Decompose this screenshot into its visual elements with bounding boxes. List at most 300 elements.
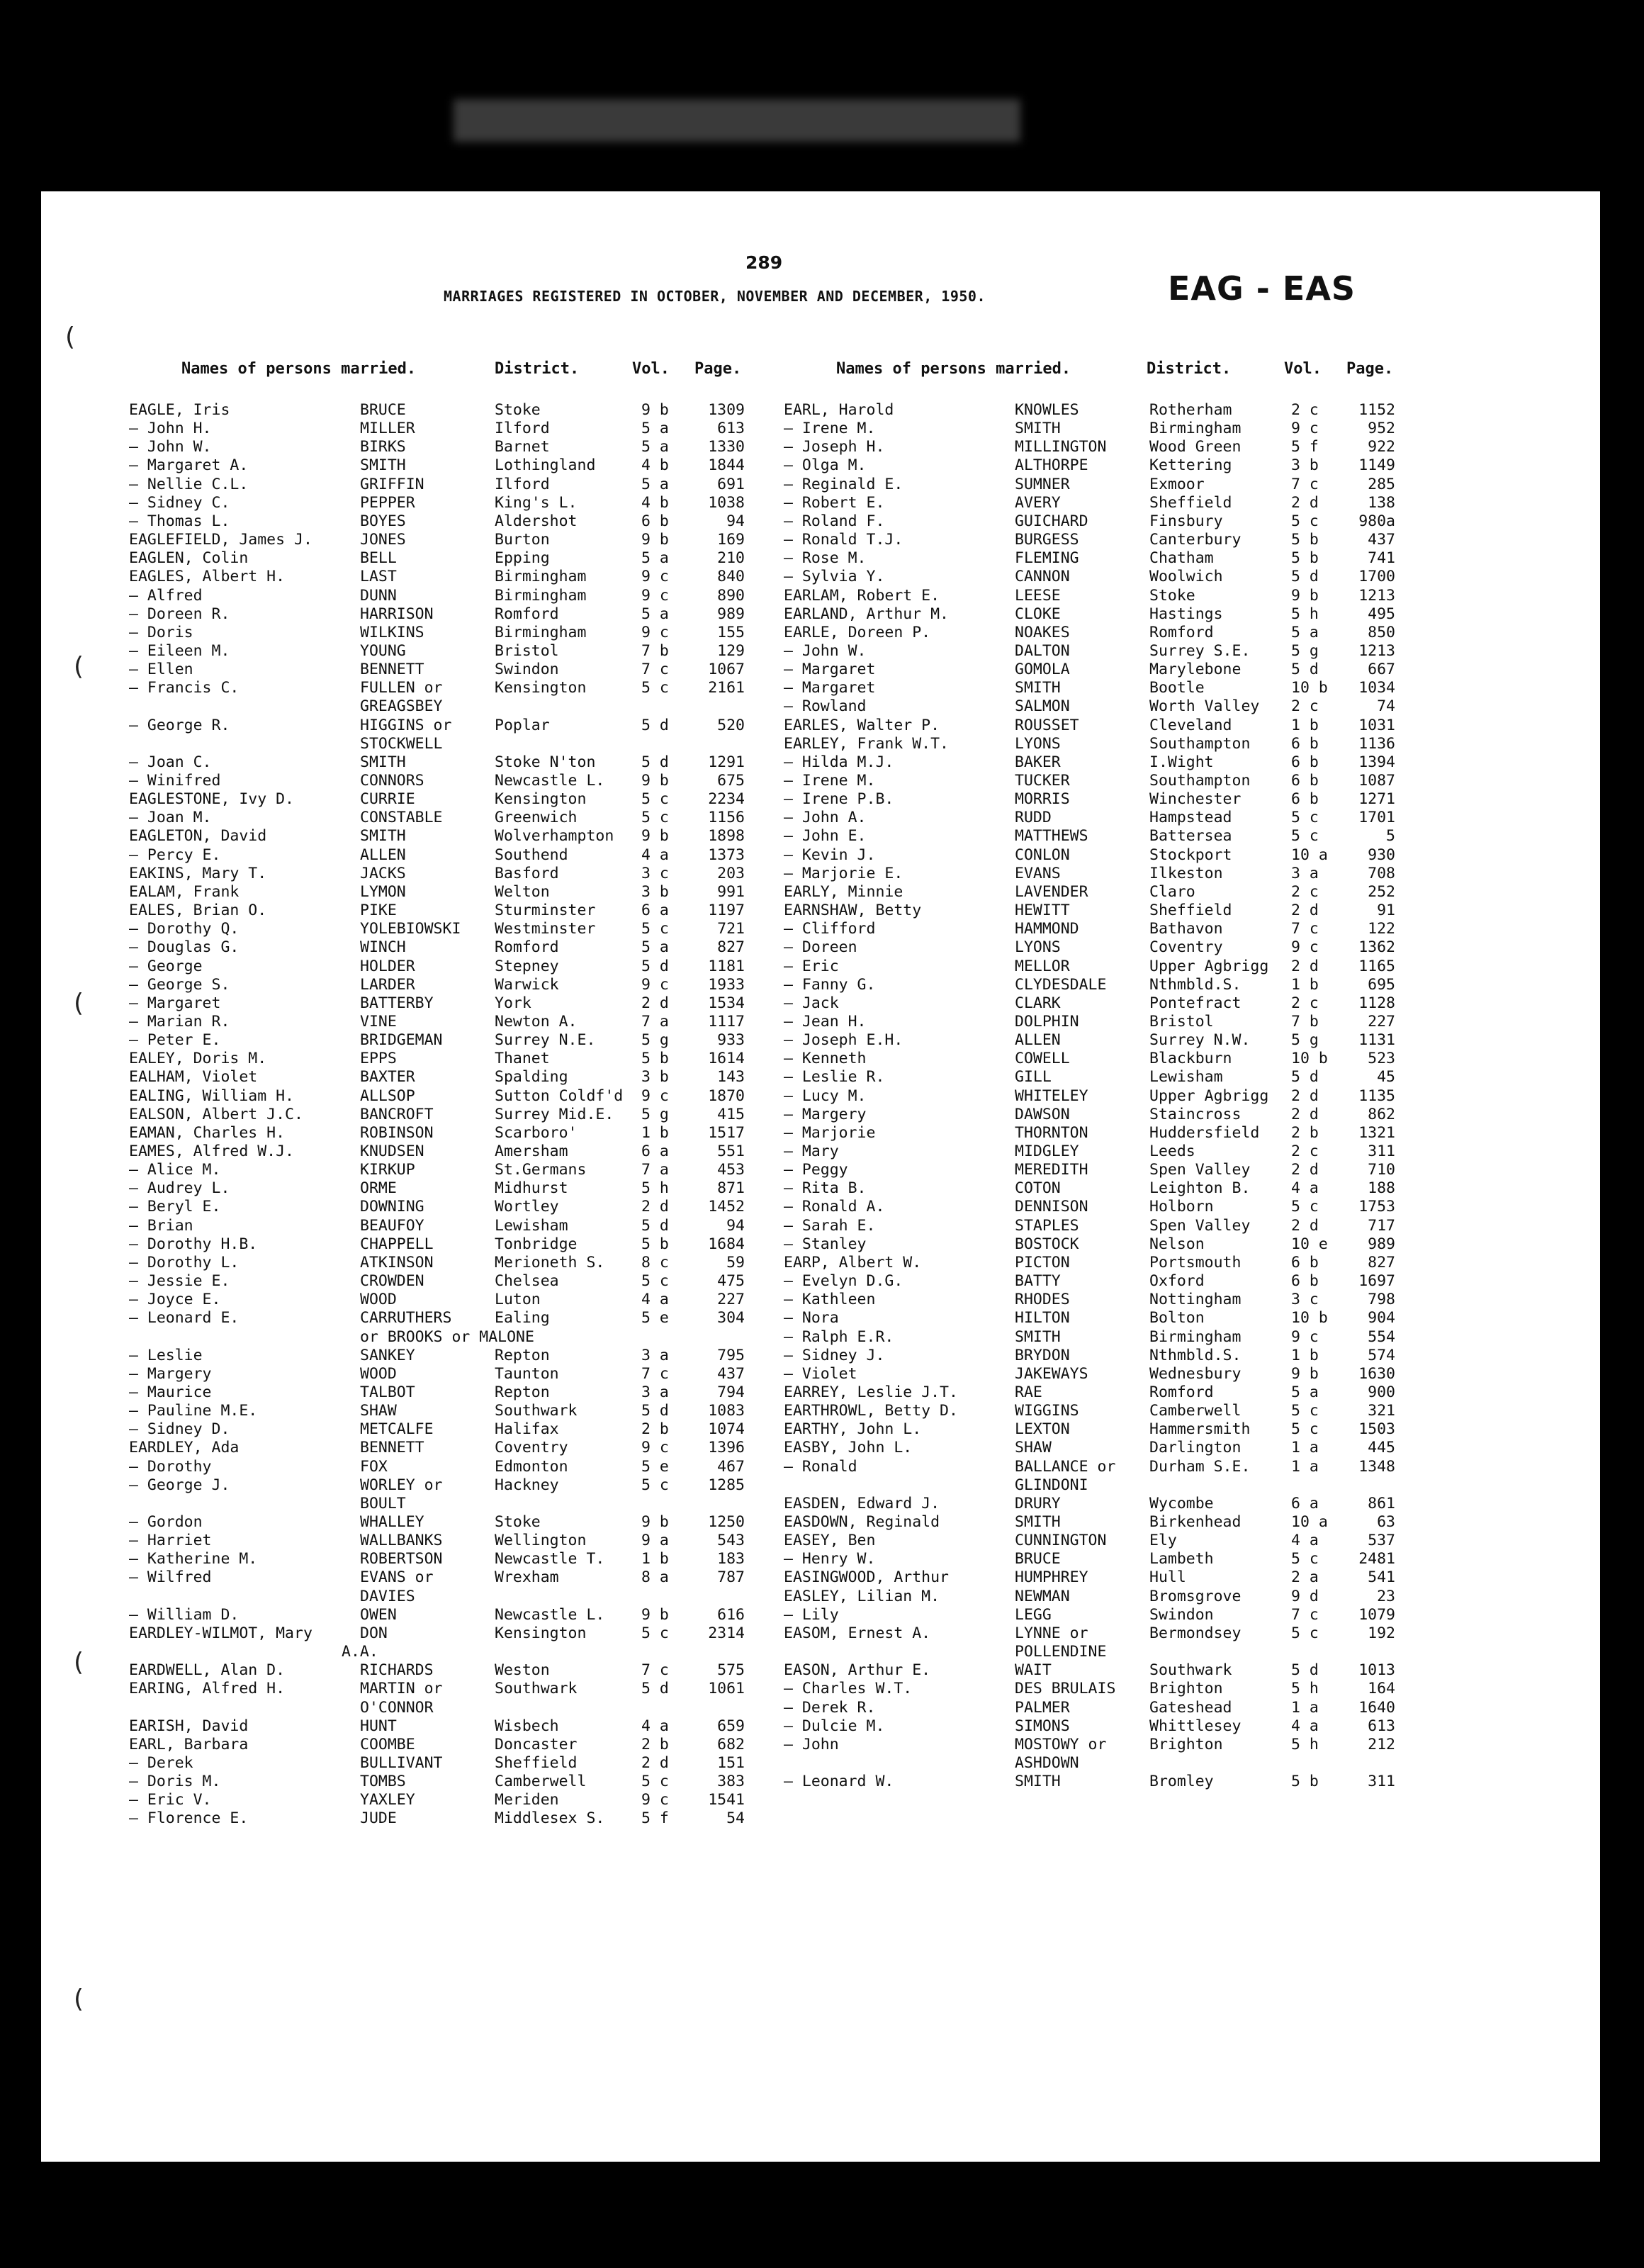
volume: 4 a [641, 1717, 669, 1735]
page-reference: 437 [717, 1364, 745, 1383]
page-reference: 1038 [708, 493, 745, 512]
page-reference: 415 [717, 1105, 745, 1123]
volume: 10 a [1291, 846, 1328, 864]
district: Ilford [495, 420, 550, 438]
page-reference: 2314 [708, 1624, 745, 1642]
district: Romford [495, 605, 559, 623]
spouse-surname: DOWNING [360, 1198, 424, 1216]
spouse-surname: METCALFE [360, 1420, 434, 1439]
person-name: — Rowland [784, 697, 867, 716]
person-name: — Sylvia Y. [784, 568, 885, 586]
spouse-surname: WOOD [360, 1364, 397, 1383]
spouse-surname: HEWITT [1015, 902, 1070, 920]
page-reference: 59 [726, 1253, 745, 1271]
page-reference: 1083 [708, 1402, 745, 1420]
person-name: — Ronald T.J. [784, 531, 903, 549]
page-reference: 1844 [708, 456, 745, 475]
person-name: — John E. [784, 827, 867, 846]
spouse-surname: LYNNE or [1015, 1624, 1088, 1642]
spouse-surname: MIDGLEY [1015, 1143, 1079, 1160]
punch-hole-mark: ( [74, 1648, 84, 1677]
district: Surrey N.W. [1149, 1031, 1251, 1050]
person-name: — Dorothy [129, 1457, 212, 1476]
person-name: — Ronald [784, 1457, 857, 1476]
district: Romford [1149, 623, 1214, 641]
volume: 5 c [641, 1624, 669, 1642]
page-reference: 1362 [1358, 938, 1395, 957]
person-name: EARL, Harold [784, 401, 894, 419]
spouse-surname: MARTIN or [360, 1680, 443, 1698]
person-name: — Margaret A. [129, 456, 249, 475]
spouse-surname: BATTY [1015, 1272, 1061, 1291]
district: Stoke [495, 1513, 541, 1531]
page-reference: 710 [1368, 1161, 1395, 1179]
district: King's L. [495, 493, 578, 512]
volume: 2 c [1291, 882, 1319, 901]
district: Nottingham [1149, 1291, 1242, 1309]
district: Brighton [1149, 1735, 1223, 1753]
volume: 5 c [641, 1773, 669, 1791]
spouse-surname: PIKE [360, 902, 397, 920]
person-name: — Kathleen [784, 1291, 876, 1309]
district: Burton [495, 531, 550, 549]
page-reference: 311 [1368, 1773, 1395, 1791]
page-reference: 183 [717, 1550, 745, 1568]
person-name: EARLAND, Arthur M. [784, 605, 949, 623]
volume: 5 b [1291, 1773, 1319, 1791]
spouse-surname: RICHARDS [360, 1661, 434, 1680]
page-reference: 795 [717, 1346, 745, 1364]
volume: 9 a [641, 1532, 669, 1550]
district: Lewisham [1149, 1068, 1223, 1087]
person-name: — Audrey L. [129, 1179, 230, 1198]
spouse-surname: SUMNER [1015, 475, 1070, 493]
district: Barnet [495, 438, 550, 456]
page-reference: 1373 [708, 846, 745, 864]
volume: 9 b [641, 401, 669, 419]
volume: 5 d [641, 1216, 669, 1235]
district: Meriden [495, 1791, 559, 1809]
volume: 5 c [1291, 512, 1319, 530]
district: Leighton B. [1149, 1179, 1251, 1198]
spouse-surname: LEESE [1015, 586, 1061, 605]
volume: 3 a [641, 1383, 669, 1401]
page-reference: 311 [1368, 1143, 1395, 1160]
spouse-surname: ROUSSET [1015, 716, 1079, 734]
person-name: — Margery [129, 1364, 212, 1383]
district: Stoke N'ton [495, 753, 596, 771]
person-name: — Alfred [129, 586, 203, 605]
page-reference: 794 [717, 1383, 745, 1401]
spouse-surname: HOLDER [360, 957, 415, 975]
spouse-surname: ALTHORPE [1015, 456, 1088, 475]
district: Ealing [495, 1309, 550, 1327]
spouse-surname: SHAW [1015, 1439, 1052, 1457]
page-reference: 1135 [1358, 1087, 1395, 1105]
volume: 5 c [1291, 1420, 1319, 1439]
district: Doncaster [495, 1735, 578, 1753]
spouse-surname: LYONS [1015, 938, 1061, 957]
page-reference: 554 [1368, 1327, 1395, 1346]
spouse-surname: DRURY [1015, 1494, 1061, 1512]
volume: 4 b [641, 493, 669, 512]
volume: 5 d [641, 716, 669, 734]
page-reference: 151 [717, 1753, 745, 1772]
person-name: EARL, Barbara [129, 1735, 249, 1753]
page-reference: 890 [717, 586, 745, 605]
spouse-surname: GOMOLA [1015, 661, 1070, 679]
volume: 5 d [1291, 661, 1319, 679]
spouse-surname: LEGG [1015, 1605, 1052, 1624]
district: Edmonton [495, 1457, 568, 1476]
spouse-surname: FULLEN or [360, 679, 443, 697]
spouse-surname: SALMON [1015, 697, 1070, 716]
person-name: — Kevin J. [784, 846, 876, 864]
volume: 6 b [641, 512, 669, 530]
person-name: — Charles W.T. [784, 1680, 913, 1698]
volume: 1 a [1291, 1698, 1319, 1717]
page-reference: 1061 [708, 1680, 745, 1698]
spouse-surname: MOSTOWY or [1015, 1735, 1107, 1753]
district: Welton [495, 882, 550, 901]
page-reference: 122 [1368, 920, 1395, 938]
person-name: EALING, William H. [129, 1087, 294, 1105]
person-name: — Marjorie E. [784, 864, 903, 882]
volume: 7 c [641, 661, 669, 679]
volume: 5 f [1291, 438, 1319, 456]
volume: 5 c [641, 920, 669, 938]
volume: 2 d [641, 1753, 669, 1772]
spouse-surname: CUNNINGTON [1015, 1532, 1107, 1550]
district: Pontefract [1149, 994, 1242, 1012]
spouse-surname: BANCROFT [360, 1105, 434, 1123]
person-name: — Leonard W. [784, 1773, 894, 1791]
person-name: — Ralph E.R. [784, 1327, 894, 1346]
district: Amersham [495, 1143, 568, 1160]
spouse-surname: PEPPER [360, 493, 415, 512]
district: Huddersfield [1149, 1123, 1260, 1142]
district: Lambeth [1149, 1550, 1214, 1568]
person-name: EARLES, Walter P. [784, 716, 940, 734]
page-reference: 827 [717, 938, 745, 957]
volume: 3 a [641, 1346, 669, 1364]
volume: 8 a [641, 1568, 669, 1587]
spouse-surname: CROWDEN [360, 1272, 424, 1291]
person-name: EARLEY, Frank W.T. [784, 734, 949, 753]
volume: 3 b [1291, 456, 1319, 475]
person-name: — George J. [129, 1476, 230, 1494]
person-name: — John [784, 1735, 839, 1753]
volume: 2 d [1291, 1216, 1319, 1235]
volume: 5 d [641, 1402, 669, 1420]
volume: 6 a [641, 902, 669, 920]
person-name: EASDEN, Edward J. [784, 1494, 940, 1512]
person-name: — Stanley [784, 1235, 867, 1253]
page-reference: 74 [1377, 697, 1395, 716]
person-name: — Alice M. [129, 1161, 221, 1179]
page-reference: 933 [717, 1031, 745, 1050]
volume: 2 d [1291, 902, 1319, 920]
district: Camberwell [1149, 1402, 1242, 1420]
spouse-surname: BIRKS [360, 438, 406, 456]
volume: 3 c [1291, 1291, 1319, 1309]
person-name: — Lily [784, 1605, 839, 1624]
punch-hole-mark: ( [74, 652, 84, 681]
volume: 5 c [641, 1272, 669, 1291]
page-reference: 1870 [708, 1087, 745, 1105]
column-header-district: District. [1147, 360, 1232, 378]
district: Staincross [1149, 1105, 1242, 1123]
spouse-surname: CLARK [1015, 994, 1061, 1012]
page-reference: 1213 [1358, 641, 1395, 660]
volume: 5 c [1291, 809, 1319, 827]
person-name: — Douglas G. [129, 938, 240, 957]
person-name: — Kenneth [784, 1050, 867, 1068]
volume: 7 c [641, 1364, 669, 1383]
district: Wood Green [1149, 438, 1242, 456]
spouse-surname: DUNN [360, 586, 397, 605]
spouse-surname: VINE [360, 1012, 397, 1031]
spouse-surname: BENNETT [360, 661, 424, 679]
page-reference: 453 [717, 1161, 745, 1179]
page-reference: 321 [1368, 1402, 1395, 1420]
spouse-surname: FLEMING [1015, 549, 1079, 568]
volume: 6 b [1291, 1272, 1319, 1291]
page-reference: 1067 [708, 661, 745, 679]
page-reference: 1152 [1358, 401, 1395, 419]
volume: 2 d [1291, 957, 1319, 975]
page-reference: 551 [717, 1143, 745, 1160]
person-name: EARING, Alfred H. [129, 1680, 286, 1698]
volume: 5 h [1291, 605, 1319, 623]
district: Holborn [1149, 1198, 1214, 1216]
person-name: EARTHY, John L. [784, 1420, 922, 1439]
person-name: EARISH, David [129, 1717, 249, 1735]
district: Bromley [1149, 1773, 1214, 1791]
district: Southwark [495, 1680, 578, 1698]
page-reference: 1087 [1358, 772, 1395, 790]
district: Hackney [495, 1476, 559, 1494]
volume: 5 h [641, 1179, 669, 1198]
spouse-surname: CLOKE [1015, 605, 1061, 623]
volume: 1 b [1291, 716, 1319, 734]
spouse-surname: DES BRULAIS [1015, 1680, 1116, 1698]
volume: 5 a [1291, 1383, 1319, 1401]
volume: 2 d [1291, 1105, 1319, 1123]
volume: 4 a [641, 846, 669, 864]
page-reference: 1396 [708, 1439, 745, 1457]
person-name: — Joseph H. [784, 438, 885, 456]
district: Finsbury [1149, 512, 1223, 530]
district: Middlesex S. [495, 1809, 605, 1828]
spouse-surname: RHODES [1015, 1291, 1070, 1309]
person-name: — Joyce E. [129, 1291, 221, 1309]
district: Bristol [495, 641, 559, 660]
district: Southwark [1149, 1661, 1232, 1680]
volume: 9 b [641, 827, 669, 846]
spouse-surname: YAXLEY [360, 1791, 415, 1809]
page-reference: 1031 [1358, 716, 1395, 734]
scan-bottom-border [0, 2162, 1644, 2268]
district: Marylebone [1149, 661, 1242, 679]
page-reference: 1181 [708, 957, 745, 975]
person-name: — John W. [784, 641, 867, 660]
volume: 10 e [1291, 1235, 1328, 1253]
person-name: — Doreen [784, 938, 857, 957]
spouse-surname: BOYES [360, 512, 406, 530]
page-reference: 850 [1368, 623, 1395, 641]
volume: 2 d [641, 1198, 669, 1216]
spouse-surname: WHALLEY [360, 1513, 424, 1531]
page-reference: 155 [717, 623, 745, 641]
person-name: — Dorothy Q. [129, 920, 240, 938]
person-name: — Leslie R. [784, 1068, 885, 1087]
district: Poplar [495, 716, 550, 734]
page-reference: 2161 [708, 679, 745, 697]
page-reference: 164 [1368, 1680, 1395, 1698]
district: Leeds [1149, 1143, 1195, 1160]
volume: 9 b [1291, 1364, 1319, 1383]
district: Birmingham [1149, 420, 1242, 438]
page-reference: 682 [717, 1735, 745, 1753]
page-reference: 1309 [708, 401, 745, 419]
person-name: A.A. [342, 1643, 378, 1661]
spouse-surname: WOOD [360, 1291, 397, 1309]
district: Halifax [495, 1420, 559, 1439]
district: Weston [495, 1661, 550, 1680]
volume: 5 c [641, 1476, 669, 1494]
district: Sheffield [495, 1753, 578, 1772]
district: Newcastle L. [495, 772, 605, 790]
page-reference: 1348 [1358, 1457, 1395, 1476]
spouse-surname: SHAW [360, 1402, 397, 1420]
column-header-vol: Vol. [1284, 360, 1322, 378]
person-name: — Sidney C. [129, 493, 230, 512]
volume: 6 b [1291, 753, 1319, 771]
spouse-surname: MEREDITH [1015, 1161, 1088, 1179]
page-reference: 445 [1368, 1439, 1395, 1457]
page-reference: 667 [1368, 661, 1395, 679]
page-reference: 2481 [1358, 1550, 1395, 1568]
volume: 2 d [1291, 1161, 1319, 1179]
person-name: — Doris [129, 623, 193, 641]
spouse-surname: DAWSON [1015, 1105, 1070, 1123]
district: Newcastle L. [495, 1605, 605, 1624]
volume: 1 b [641, 1123, 669, 1142]
person-name: — Reginald E. [784, 475, 903, 493]
person-name: — Margery [784, 1105, 867, 1123]
page-reference: 613 [1368, 1717, 1395, 1735]
spouse-surname: ROBERTSON [360, 1550, 443, 1568]
spouse-surname: THORNTON [1015, 1123, 1088, 1142]
district: Aldershot [495, 512, 578, 530]
spouse-surname: ASHDOWN [1015, 1753, 1079, 1772]
person-name: — Hilda M.J. [784, 753, 894, 771]
page-reference: 989 [1368, 1235, 1395, 1253]
person-name: EALSON, Albert J.C. [129, 1105, 303, 1123]
page-reference: 1614 [708, 1050, 745, 1068]
district: York [495, 994, 531, 1012]
page-reference: 1753 [1358, 1198, 1395, 1216]
district: Romford [1149, 1383, 1214, 1401]
page-reference: 861 [1368, 1494, 1395, 1512]
person-name: — Eileen M. [129, 641, 230, 660]
person-name: — Marjorie [784, 1123, 876, 1142]
page-reference: 1128 [1358, 994, 1395, 1012]
person-name: — Derek R. [784, 1698, 876, 1717]
district: Ely [1149, 1532, 1177, 1550]
spouse-surname: EVANS or [360, 1568, 434, 1587]
spouse-surname: LAVENDER [1015, 882, 1088, 901]
person-name: — Lucy M. [784, 1087, 867, 1105]
spouse-surname: BRIDGEMAN [360, 1031, 443, 1050]
volume: 5 g [641, 1031, 669, 1050]
spouse-surname: BATTERBY [360, 994, 434, 1012]
volume: 5 a [641, 549, 669, 568]
page-reference: 537 [1368, 1532, 1395, 1550]
volume: 2 b [1291, 1123, 1319, 1142]
spouse-surname: BELL [360, 549, 397, 568]
spouse-surname: BULLIVANT [360, 1753, 443, 1772]
person-name: — Katherine M. [129, 1550, 258, 1568]
page-reference: 1136 [1358, 734, 1395, 753]
district: St.Germans [495, 1161, 587, 1179]
spouse-surname: BOSTOCK [1015, 1235, 1079, 1253]
spouse-surname: DAVIES [360, 1587, 415, 1605]
page-reference: 541 [1368, 1568, 1395, 1587]
person-name: EAGLETON, David [129, 827, 267, 846]
spouse-surname: CARRUTHERS [360, 1309, 452, 1327]
district: Newcastle T. [495, 1550, 605, 1568]
page-reference: 980a [1358, 512, 1395, 530]
volume: 9 b [641, 772, 669, 790]
page-reference: 1700 [1358, 568, 1395, 586]
page-reference: 1321 [1358, 1123, 1395, 1142]
spouse-surname: HUMPHREY [1015, 1568, 1088, 1587]
district: Kensington [495, 1624, 587, 1642]
district: Kensington [495, 790, 587, 809]
district: Sheffield [1149, 902, 1232, 920]
spouse-surname: LARDER [360, 975, 415, 994]
spouse-surname: LYONS [1015, 734, 1061, 753]
district: Birmingham [495, 586, 587, 605]
person-name: — John A. [784, 809, 867, 827]
surname-range: EAG - EAS [1168, 269, 1356, 308]
district: Surrey N.E. [495, 1031, 596, 1050]
page-reference: 1452 [708, 1198, 745, 1216]
volume: 1 a [1291, 1457, 1319, 1476]
page-reference: 54 [726, 1809, 745, 1828]
volume: 5 g [1291, 641, 1319, 660]
volume: 5 d [641, 753, 669, 771]
spouse-surname: SMITH [1015, 1327, 1061, 1346]
volume: 3 b [641, 882, 669, 901]
page-reference: 708 [1368, 864, 1395, 882]
district: Blackburn [1149, 1050, 1232, 1068]
person-name: — John W. [129, 438, 212, 456]
person-name: — Irene M. [784, 420, 876, 438]
volume: 5 c [1291, 1550, 1319, 1568]
person-name: — Dulcie M. [784, 1717, 885, 1735]
spouse-surname: CURRIE [360, 790, 415, 809]
page-reference: 138 [1368, 493, 1395, 512]
volume: 3 b [641, 1068, 669, 1087]
volume: 9 b [1291, 586, 1319, 605]
volume: 9 c [641, 623, 669, 641]
volume: 4 a [1291, 1532, 1319, 1550]
volume: 3 c [641, 864, 669, 882]
volume: 5 c [1291, 827, 1319, 846]
